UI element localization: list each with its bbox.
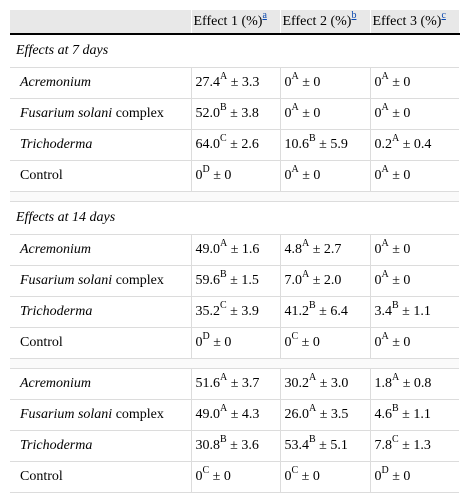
footnote-c-link[interactable]: c (441, 9, 446, 21)
effect-error: ± 0.4 (399, 137, 432, 152)
effect-error: ± 0 (388, 469, 411, 484)
significance-letter: A (220, 71, 228, 83)
significance-letter: D (202, 164, 210, 176)
effect-value: 35.2 (195, 304, 220, 319)
effect-value: 7.8 (374, 438, 392, 453)
significance-letter: A (291, 71, 299, 83)
effect-1-cell (191, 328, 280, 359)
effect-2-cell (280, 328, 370, 359)
effect-value: 0 (374, 242, 382, 257)
organism-cell (10, 369, 191, 400)
effect-value: 0 (195, 335, 203, 350)
organism-genus: Acremonium (20, 376, 92, 391)
significance-letter: C (291, 465, 299, 477)
effect-1-cell (191, 161, 280, 192)
organism-cell (10, 130, 191, 161)
header-effect-1 (191, 10, 280, 34)
effect-value: 0 (374, 335, 382, 350)
effect-value: 10.6 (284, 137, 309, 152)
effect-error: ± 0 (209, 335, 232, 350)
table-row (10, 462, 459, 493)
effect-1-cell (191, 68, 280, 99)
header-effect-3-label: Effect 3 (%) (372, 13, 442, 29)
table-row (10, 369, 459, 400)
effect-2-cell (280, 369, 370, 400)
significance-letter: B (220, 102, 227, 114)
significance-letter: A (381, 331, 389, 343)
effect-3-cell (370, 266, 459, 297)
table-row (10, 130, 459, 161)
effect-1-cell (191, 235, 280, 266)
footnote-a-link[interactable]: a (262, 9, 267, 21)
header-effect-3 (370, 10, 459, 34)
effect-value: 0 (374, 106, 382, 121)
organism-cell (10, 99, 191, 130)
organism-genus: Fusarium solani (20, 106, 113, 121)
section-heading-row (10, 34, 459, 68)
significance-letter: B (392, 403, 399, 415)
table-header (10, 10, 459, 34)
effects-table (10, 10, 460, 493)
effect-error: ± 0 (298, 106, 321, 121)
effect-1-cell (191, 431, 280, 462)
effect-error: ± 0 (388, 168, 411, 183)
section-spacer (10, 192, 459, 202)
spacer-cell (10, 359, 459, 369)
effect-2-cell (280, 266, 370, 297)
effect-error: ± 3.7 (227, 376, 260, 391)
organism-genus: Trichoderma (20, 304, 93, 319)
effect-value: 0 (284, 335, 292, 350)
effect-value: 7.0 (284, 273, 302, 288)
effect-value: 0 (374, 75, 382, 90)
table-row (10, 328, 459, 359)
effect-error: ± 5.1 (315, 438, 348, 453)
organism-suffix: complex (112, 407, 164, 422)
footnote-b-link[interactable]: b (351, 9, 357, 21)
significance-letter: D (381, 465, 389, 477)
significance-letter: A (392, 133, 400, 145)
effect-value: 53.4 (284, 438, 309, 453)
effect-error: ± 1.5 (226, 273, 259, 288)
significance-letter: C (220, 300, 227, 312)
effect-error: ± 1.6 (227, 242, 260, 257)
effect-2-cell (280, 130, 370, 161)
organism-suffix: complex (112, 273, 164, 288)
section-heading-row (10, 202, 459, 235)
effect-value: 30.2 (284, 376, 309, 391)
significance-letter: A (302, 269, 310, 281)
spacer-cell (10, 192, 459, 202)
effect-error: ± 3.5 (316, 407, 349, 422)
organism-cell (10, 68, 191, 99)
effect-error: ± 1.1 (398, 304, 431, 319)
significance-letter: B (309, 300, 316, 312)
header-row (10, 10, 459, 34)
header-effect-1-label: Effect 1 (%) (193, 13, 263, 29)
organism-cell (10, 328, 191, 359)
effect-error: ± 3.0 (316, 376, 349, 391)
table-row (10, 161, 459, 192)
table-body (10, 34, 459, 493)
effect-error: ± 0 (298, 335, 320, 350)
effect-2-cell (280, 431, 370, 462)
significance-letter: A (309, 403, 317, 415)
significance-letter: A (220, 403, 228, 415)
effect-value: 0 (284, 469, 292, 484)
significance-letter: A (291, 164, 299, 176)
significance-letter: B (309, 434, 316, 446)
table-row (10, 99, 459, 130)
effect-value: 3.4 (374, 304, 392, 319)
effect-value: 59.6 (195, 273, 220, 288)
effect-error: ± 0 (388, 242, 411, 257)
header-effect-2 (280, 10, 370, 34)
effect-value: 0.2 (374, 137, 392, 152)
organism-suffix: complex (112, 106, 164, 121)
organism-genus: Fusarium solani (20, 273, 113, 288)
effect-value: 49.0 (195, 407, 220, 422)
effect-3-cell (370, 328, 459, 359)
organism-cell (10, 235, 191, 266)
significance-letter: B (309, 133, 316, 145)
significance-letter: A (392, 372, 400, 384)
effect-value: 49.0 (195, 242, 220, 257)
effect-3-cell (370, 130, 459, 161)
effect-value: 30.8 (195, 438, 220, 453)
significance-letter: B (220, 434, 227, 446)
effect-3-cell (370, 68, 459, 99)
effect-value: 0 (284, 106, 292, 121)
significance-letter: A (302, 238, 310, 250)
effect-1-cell (191, 400, 280, 431)
effect-value: 0 (374, 273, 382, 288)
effect-error: ± 0 (209, 469, 231, 484)
significance-letter: B (392, 300, 399, 312)
significance-letter: C (220, 133, 227, 145)
effect-value: 1.8 (374, 376, 392, 391)
effect-error: ± 0 (298, 168, 321, 183)
section-spacer (10, 359, 459, 369)
effect-error: ± 0 (388, 75, 411, 90)
significance-letter: C (202, 465, 210, 477)
effect-3-cell (370, 297, 459, 328)
significance-letter: C (392, 434, 399, 446)
effect-error: ± 0 (388, 106, 411, 121)
significance-letter: A (309, 372, 317, 384)
effect-2-cell (280, 400, 370, 431)
significance-letter: C (291, 331, 299, 343)
effect-error: ± 4.3 (227, 407, 260, 422)
effect-3-cell (370, 161, 459, 192)
table-row (10, 297, 459, 328)
effect-value: 27.4 (195, 75, 220, 90)
effect-error: ± 1.3 (398, 438, 431, 453)
effect-error: ± 0 (298, 75, 321, 90)
effect-value: 0 (284, 75, 292, 90)
organism-cell (10, 161, 191, 192)
effect-error: ± 0 (388, 273, 411, 288)
effect-error: ± 2.7 (309, 242, 342, 257)
organism-cell (10, 400, 191, 431)
effect-error: ± 0 (298, 469, 320, 484)
significance-letter: A (291, 102, 299, 114)
effect-2-cell (280, 161, 370, 192)
effect-3-cell (370, 431, 459, 462)
effect-2-cell (280, 99, 370, 130)
effect-error: ± 0.8 (399, 376, 432, 391)
effect-value: 64.0 (195, 137, 220, 152)
table-row (10, 68, 459, 99)
organism-cell (10, 297, 191, 328)
significance-letter: B (220, 269, 227, 281)
effect-3-cell (370, 462, 459, 493)
effect-error: ± 3.3 (227, 75, 260, 90)
organism-cell (10, 431, 191, 462)
effect-error: ± 6.4 (315, 304, 348, 319)
table-row (10, 431, 459, 462)
effect-1-cell (191, 266, 280, 297)
effect-value: 4.8 (284, 242, 302, 257)
effect-value: 52.0 (195, 106, 220, 121)
organism-genus: Trichoderma (20, 438, 93, 453)
significance-letter: A (381, 238, 389, 250)
effect-1-cell (191, 369, 280, 400)
organism-genus: Acremonium (20, 75, 92, 90)
effect-value: 0 (284, 168, 292, 183)
effect-value: 51.6 (195, 376, 220, 391)
section-title: Effects at 7 days (10, 34, 459, 68)
organism-genus: Acremonium (20, 242, 92, 257)
organism-genus: Fusarium solani (20, 407, 113, 422)
effect-value: 0 (195, 469, 203, 484)
effect-error: ± 3.6 (226, 438, 259, 453)
effect-value: 26.0 (284, 407, 309, 422)
significance-letter: A (381, 71, 389, 83)
header-organism (10, 10, 191, 34)
header-effect-2-label: Effect 2 (%) (282, 13, 352, 29)
organism-suffix: Control (20, 335, 63, 350)
significance-letter: A (381, 102, 389, 114)
effect-1-cell (191, 462, 280, 493)
organism-suffix: Control (20, 469, 63, 484)
table-row (10, 400, 459, 431)
effect-error: ± 2.6 (226, 137, 259, 152)
effect-error: ± 1.1 (398, 407, 431, 422)
effect-error: ± 5.9 (315, 137, 348, 152)
effect-1-cell (191, 297, 280, 328)
effect-2-cell (280, 68, 370, 99)
effect-error: ± 3.9 (226, 304, 259, 319)
effect-error: ± 0 (388, 335, 411, 350)
effect-value: 4.6 (374, 407, 392, 422)
significance-letter: A (220, 372, 228, 384)
table-row (10, 235, 459, 266)
effect-error: ± 0 (209, 168, 232, 183)
effect-value: 0 (374, 168, 382, 183)
organism-genus: Trichoderma (20, 137, 93, 152)
section-title: Effects at 14 days (10, 202, 459, 235)
effect-1-cell (191, 130, 280, 161)
effect-value: 41.2 (284, 304, 309, 319)
effect-2-cell (280, 235, 370, 266)
organism-suffix: Control (20, 168, 63, 183)
effect-1-cell (191, 99, 280, 130)
significance-letter: A (381, 269, 389, 281)
table-row (10, 266, 459, 297)
significance-letter: A (381, 164, 389, 176)
organism-cell (10, 462, 191, 493)
effect-2-cell (280, 297, 370, 328)
effect-3-cell (370, 99, 459, 130)
effect-3-cell (370, 369, 459, 400)
significance-letter: A (220, 238, 228, 250)
effect-2-cell (280, 462, 370, 493)
significance-letter: D (202, 331, 210, 343)
effect-3-cell (370, 400, 459, 431)
effect-error: ± 3.8 (226, 106, 259, 121)
effect-value: 0 (374, 469, 382, 484)
organism-cell (10, 266, 191, 297)
effect-error: ± 2.0 (309, 273, 342, 288)
effect-value: 0 (195, 168, 203, 183)
effect-3-cell (370, 235, 459, 266)
